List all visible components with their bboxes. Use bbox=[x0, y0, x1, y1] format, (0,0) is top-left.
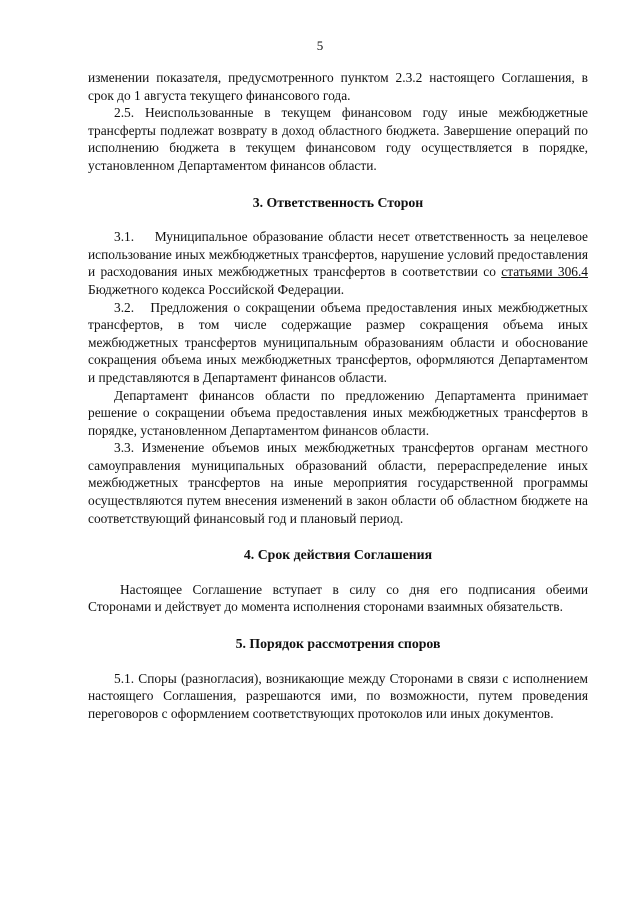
document-body bbox=[88, 69, 588, 722]
paragraph-2-5: 2.5. Неиспользованные в текущем финансовом году иные межбюджетные трансферты подлежат возврату в доход областного бюджета. Завершение операций по исполнению бюджета в текущем финансовом году осуществляется в порядке, установленном Департаментом финансов области. bbox=[88, 105, 588, 173]
paragraph-5-1: 5.1. Споры (разногласия), возникающие между Сторонами в связи с исполнением настоящего Соглашения, разрешаются ими, по возможности, путем проведения переговоров с оформлением соответствующих протоколов или иных документов. bbox=[88, 670, 588, 721]
section-5-heading: 5. Порядок рассмотрения споров bbox=[235, 636, 441, 652]
paragraph-3-2-continued: Департамент финансов области по предложению Департамента принимает решение о сокращении объема предоставления иных межбюджетных трансфертов в порядке, установленном Департаментом финансов области. bbox=[88, 387, 588, 438]
page-number: 5 bbox=[316, 38, 324, 53]
paragraph-3-1 bbox=[88, 228, 588, 298]
paragraph-3-1-text-end: Бюджетного кодекса Российской Федерации. bbox=[88, 281, 345, 297]
section-3-heading: 3. Ответственность Сторон bbox=[252, 194, 424, 210]
paragraph-continuation: изменении показателя, предусмотренного пунктом 2.3.2 настоящего Соглашения, в срок до 1 августа текущего финансового года. bbox=[88, 70, 588, 103]
paragraph-4: Настоящее Соглашение вступает в силу со дня его подписания обеими Сторонами и действует до момента исполнения сторонами взаимных обязательств. bbox=[88, 581, 588, 615]
paragraph-3-2: 3.2. Предложения о сокращении объема предоставления иных межбюджетных трансфертов, в том числе содержащие размер сокращения объема иных межбюджетных трансфертов муниципальным образованиям области и обоснование сокращения объема иных межбюджетных трансфертов, оформляются Департаментом и представляются в Департамент финансов области. bbox=[88, 299, 588, 385]
paragraph-3-3: 3.3. Изменение объемов иных межбюджетных трансфертов органам местного самоуправления муниципальных образований области, перераспределение иных межбюджетных трансфертов на иные мероприятия государственной программы осуществляются путем внесения изменений в закон области об областном бюджете на соответствующий финансовый год и плановый период. bbox=[88, 440, 588, 526]
budget-code-article-link[interactable]: статьями 306.4 bbox=[501, 264, 589, 280]
section-4-heading: 4. Срок действия Соглашения bbox=[243, 547, 433, 563]
paragraph-3-1-text-start: 3.1. Муниципальное образование области несет ответственность за нецелевое использование иных межбюджетных трансфертов, нарушение условий предоставления и расходования иных межбюджетных трансфертов в соответствии со bbox=[88, 229, 588, 280]
